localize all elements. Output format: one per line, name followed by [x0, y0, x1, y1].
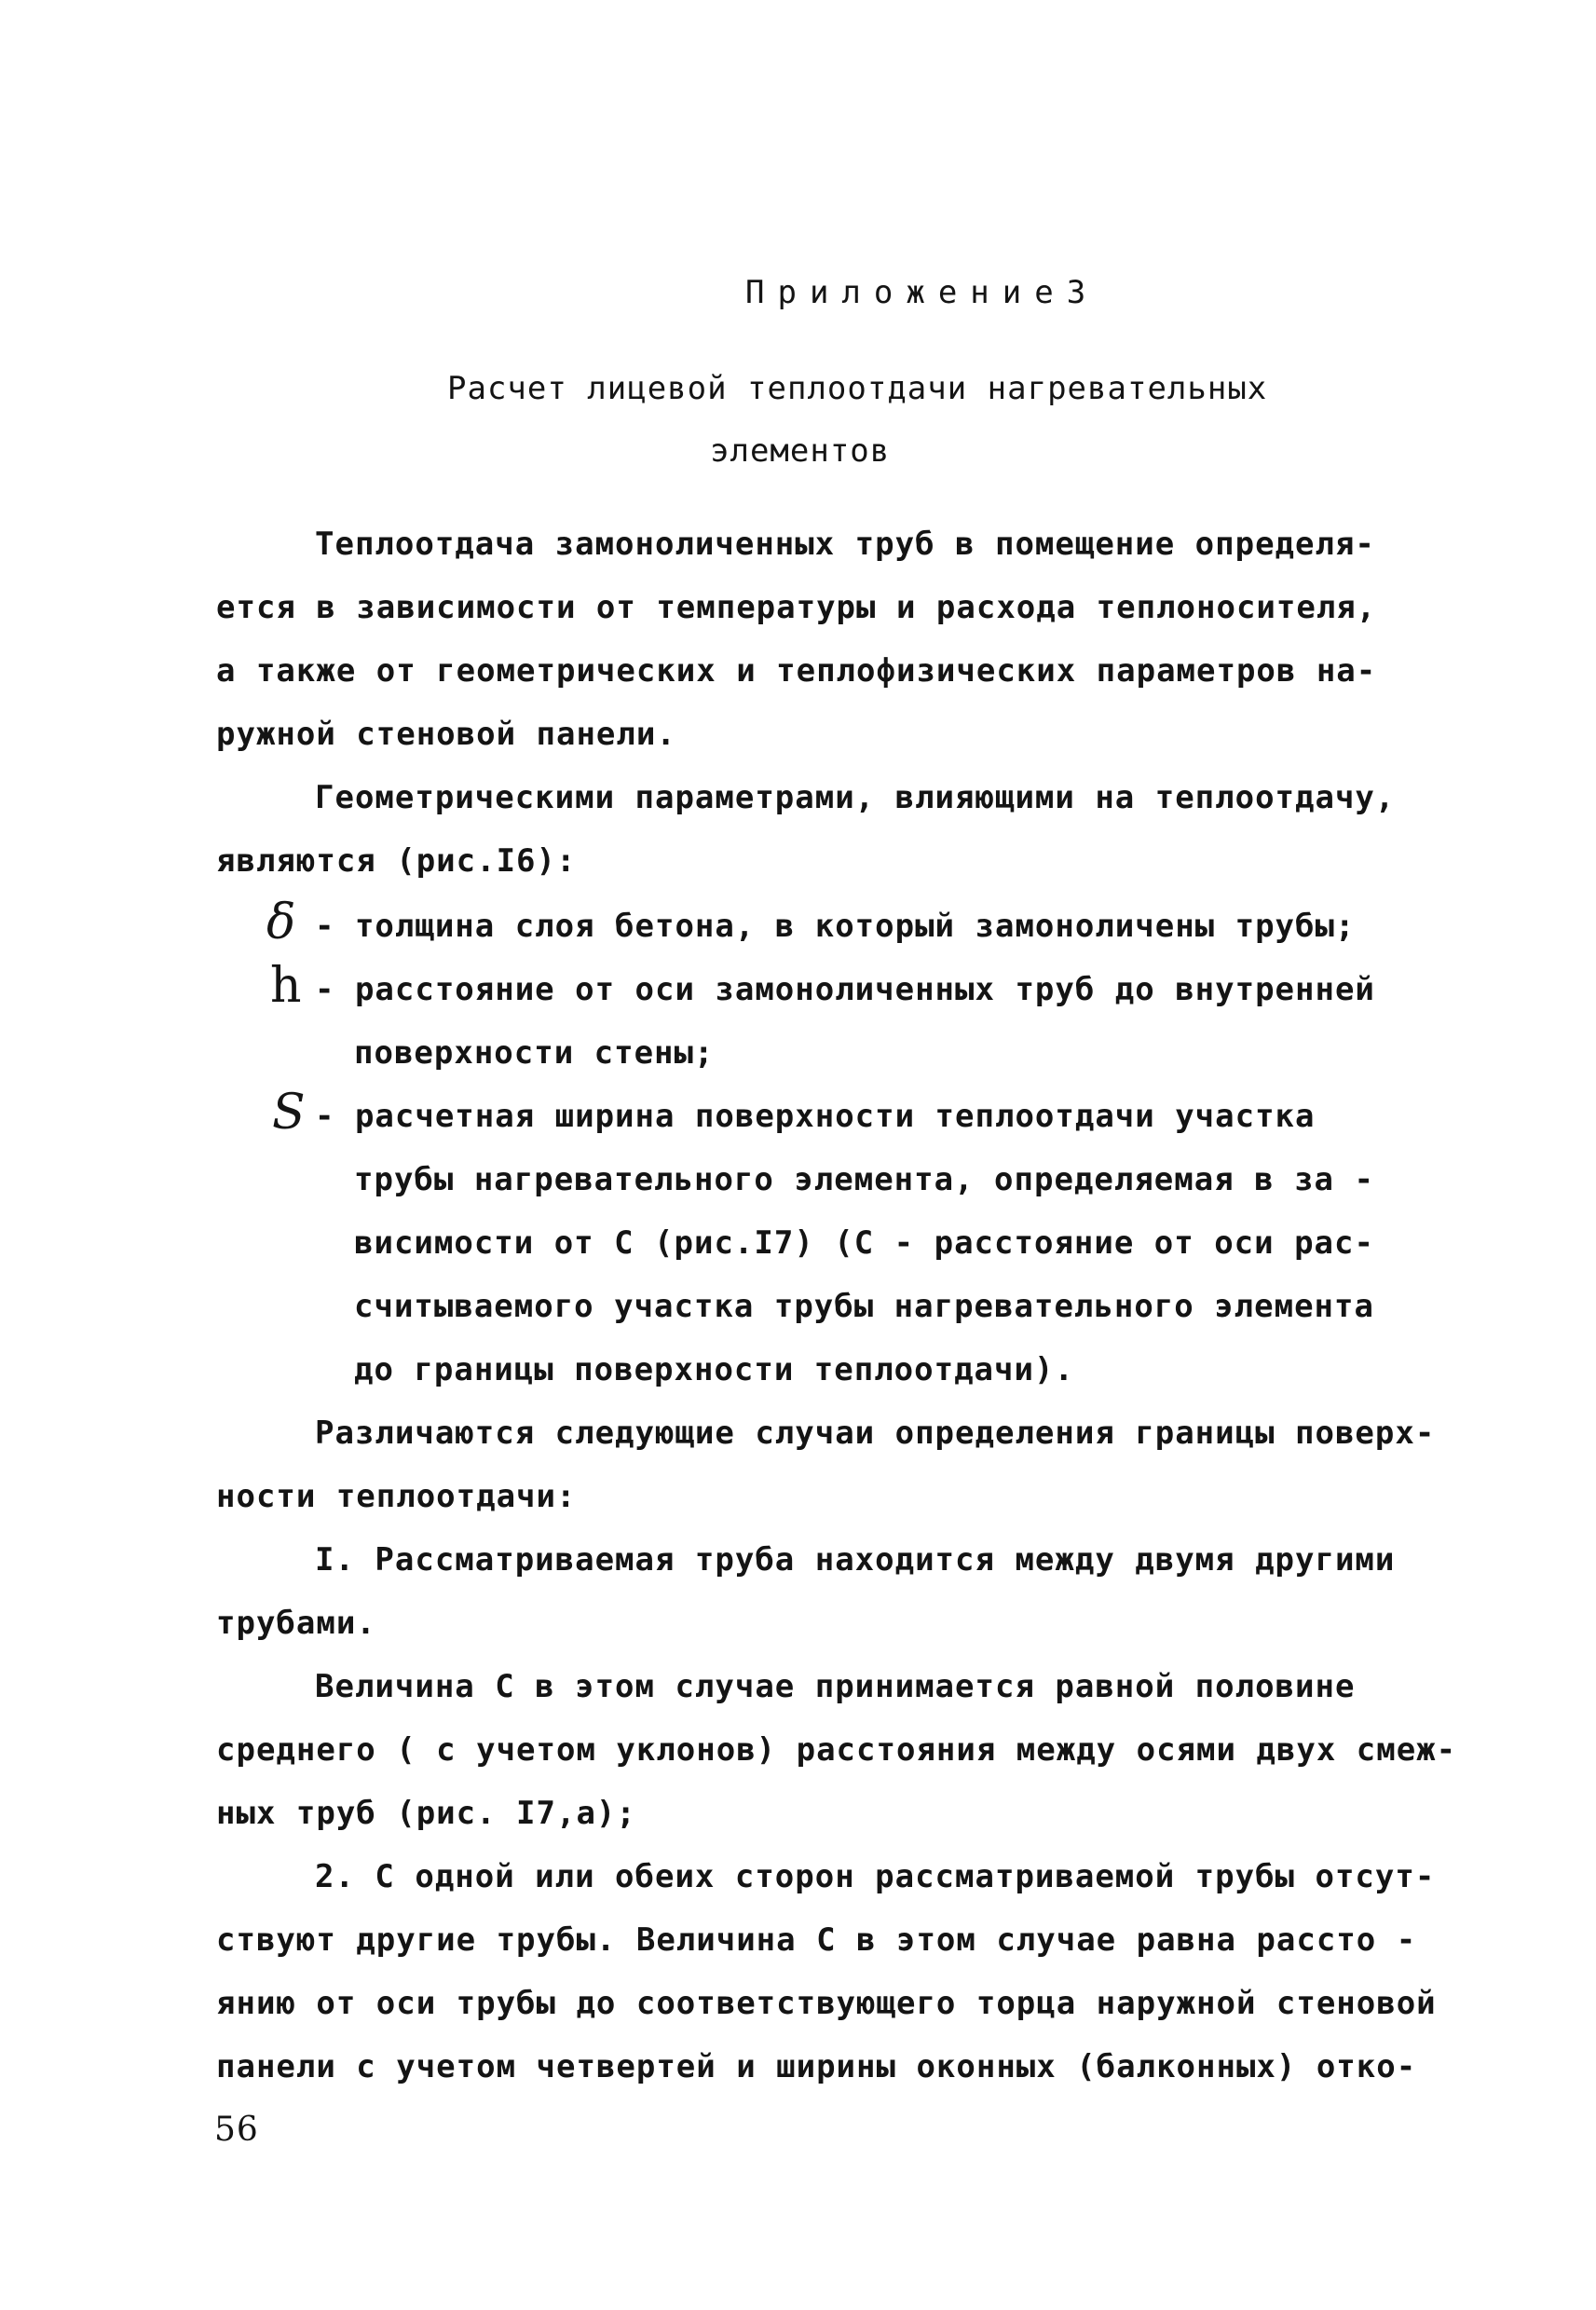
paragraph-5-line-1: Величина С в этом случае принимается равной половине	[315, 1668, 1356, 1705]
paragraph-1-line-2: ется в зависимости от температуры и расхода теплоносителя,	[216, 589, 1377, 626]
paragraph-6-line-4: панели с учетом четвертей и ширины оконных (балконных) отко-	[216, 2048, 1417, 2085]
appendix-heading: Приложение3	[745, 274, 1099, 311]
paragraph-6-line-2: ствуют другие трубы. Величина С в этом случае равна рассто -	[216, 1921, 1417, 1959]
definition-s-line-1: - расчетная ширина поверхности теплоотдачи участка	[315, 1098, 1316, 1135]
paragraph-1-line-1: Теплоотдача замоноличенных труб в помещение определя-	[315, 526, 1375, 563]
definition-s-line-4: считываемого участка трубы нагревательного элемента	[354, 1288, 1374, 1325]
s-symbol: S	[272, 1085, 306, 1141]
paragraph-1-line-3: а также от геометрических и теплофизических параметров на-	[216, 652, 1377, 690]
paragraph-3-line-1: Различаются следующие случаи определения границы поверх-	[315, 1415, 1436, 1452]
paragraph-4-line-2: трубами.	[216, 1605, 376, 1642]
paragraph-6-line-1: 2. С одной или обеих сторон рассматриваемой трубы отсут-	[315, 1858, 1436, 1895]
delta-symbol: δ	[266, 895, 296, 950]
section-title-line-1: Расчет лицевой теплоотдачи нагревательных	[447, 370, 1268, 407]
paragraph-6-line-3: янию от оси трубы до соответствующего торца наружной стеновой	[216, 1985, 1437, 2022]
definition-delta-line-1: - толщина слоя бетона, в который замоноличены трубы;	[315, 908, 1356, 945]
paragraph-3-line-2: ности теплоотдачи:	[216, 1478, 577, 1515]
definition-s-line-3: висимости от С (рис.I7) (С - расстояние от оси рас-	[354, 1224, 1374, 1262]
section-title-line-2: элементов	[710, 432, 891, 470]
definition-s-line-2: трубы нагревательного элемента, определяемая в за -	[354, 1161, 1374, 1198]
paragraph-2-line-1: Геометрическими параметрами, влияющими на теплоотдачу,	[315, 779, 1396, 816]
paragraph-2-line-2: являются (рис.I6):	[216, 842, 577, 880]
definition-h-line-1: - расстояние от оси замоноличенных труб до внутренней	[315, 971, 1375, 1008]
h-symbol: h	[270, 958, 302, 1014]
definition-h-line-2: поверхности стены;	[354, 1034, 715, 1072]
paragraph-5-line-2: среднего ( с учетом уклонов) расстояния между осями двух смеж-	[216, 1731, 1457, 1769]
paragraph-5-line-3: ных труб (рис. I7,а);	[216, 1795, 636, 1832]
definition-s-line-5: до границы поверхности теплоотдачи).	[354, 1351, 1074, 1388]
page-number: 56	[214, 2111, 259, 2149]
paragraph-4-line-1: I. Рассматриваемая труба находится между двумя другими	[315, 1541, 1396, 1579]
paragraph-1-line-4: ружной стеновой панели.	[216, 716, 676, 753]
